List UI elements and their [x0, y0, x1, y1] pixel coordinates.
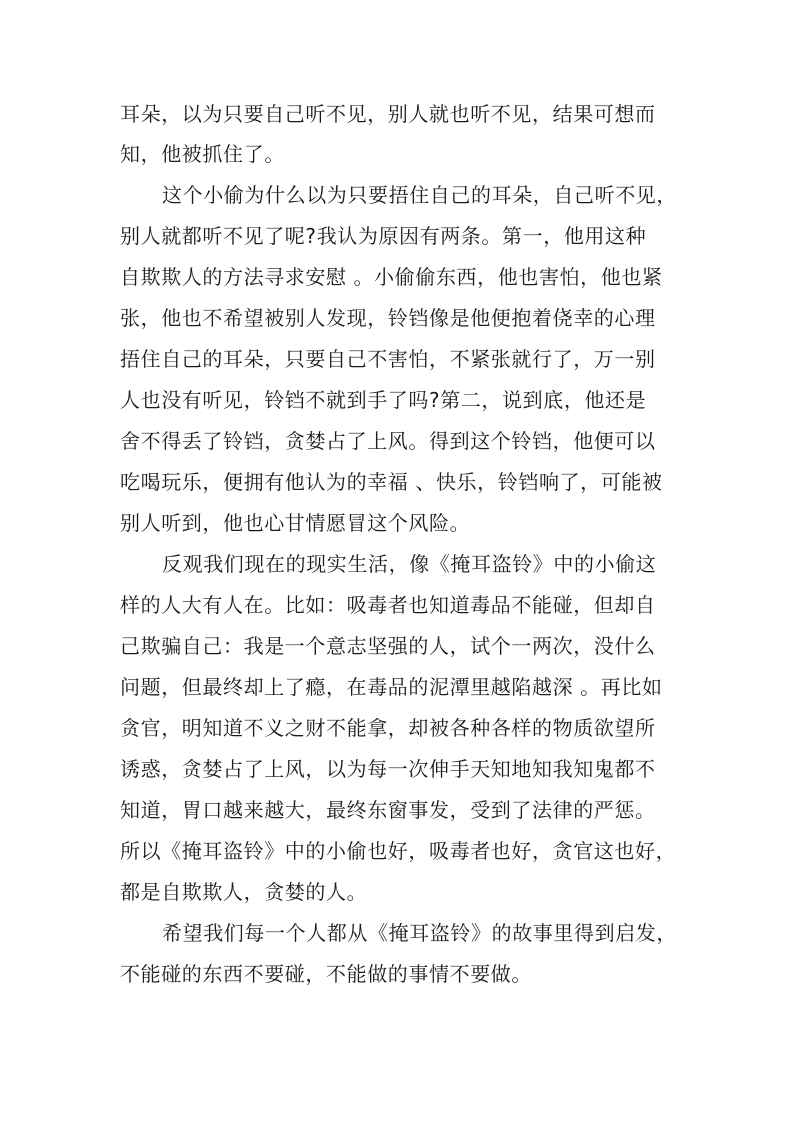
- text-line: 吃喝玩乐，便拥有他认为的幸福 、快乐，铃铛响了，可能被: [120, 470, 663, 494]
- text-line: 都是自欺欺人，贪婪的人。: [120, 880, 368, 904]
- text-line: 希望我们每一个人都从《掩耳盗铃》的故事里得到启发，: [162, 921, 677, 945]
- text-line: 捂住自己的耳朵，只要自己不害怕，不紧张就行了，万一别: [120, 347, 656, 371]
- text-line: 样的人大有人在。比如：吸毒者也知道毒品不能碰，但却自: [120, 593, 656, 617]
- text-line: 舍不得丢了铃铛，贪婪占了上风。得到这个铃铛，他便可以: [120, 429, 656, 453]
- text-line: 问题，但最终却上了瘾，在毒品的泥潭里越陷越深 。再比如: [120, 675, 663, 699]
- text-line: 自欺欺人的方法寻求安慰 。小偷偷东西，他也害怕，他也紧: [120, 265, 663, 289]
- text-line: 张，他也不希望被别人发现，铃铛像是他便抱着侥幸的心理: [120, 306, 656, 330]
- text-line: 别人就都听不见了呢?我认为原因有两条。第一，他用这种: [120, 224, 647, 248]
- text-line: 别人听到，他也心甘情愿冒这个风险。: [120, 511, 471, 535]
- text-line: 知道，胃口越来越大，最终东窗事发，受到了法律的严惩。: [120, 798, 656, 822]
- text-line: 耳朵，以为只要自己听不见，别人就也听不见，结果可想而: [120, 102, 656, 126]
- text-line: 不能碰的东西不要碰，不能做的事情不要做。: [120, 962, 532, 986]
- text-line: 人也没有听见，铃铛不就到手了吗?第二，说到底，他还是: [120, 388, 647, 412]
- text-line: 反观我们现在的现实生活，像《掩耳盗铃》中的小偷这: [162, 552, 657, 576]
- text-line: 诱惑，贪婪占了上风，以为每一次伸手天知地知我知鬼都不: [120, 757, 656, 781]
- text-line: 这个小偷为什么以为只要捂住自己的耳朵，自己听不见，: [162, 183, 677, 207]
- text-line: 所以《掩耳盗铃》中的小偷也好，吸毒者也好，贪官这也好，: [120, 839, 677, 863]
- text-line: 贪官，明知道不义之财不能拿，却被各种各样的物质欲望所: [120, 716, 656, 740]
- text-line: 己欺骗自己：我是一个意志坚强的人，试个一两次，没什么: [120, 634, 656, 658]
- text-line: 知，他被抓住了。: [120, 142, 285, 166]
